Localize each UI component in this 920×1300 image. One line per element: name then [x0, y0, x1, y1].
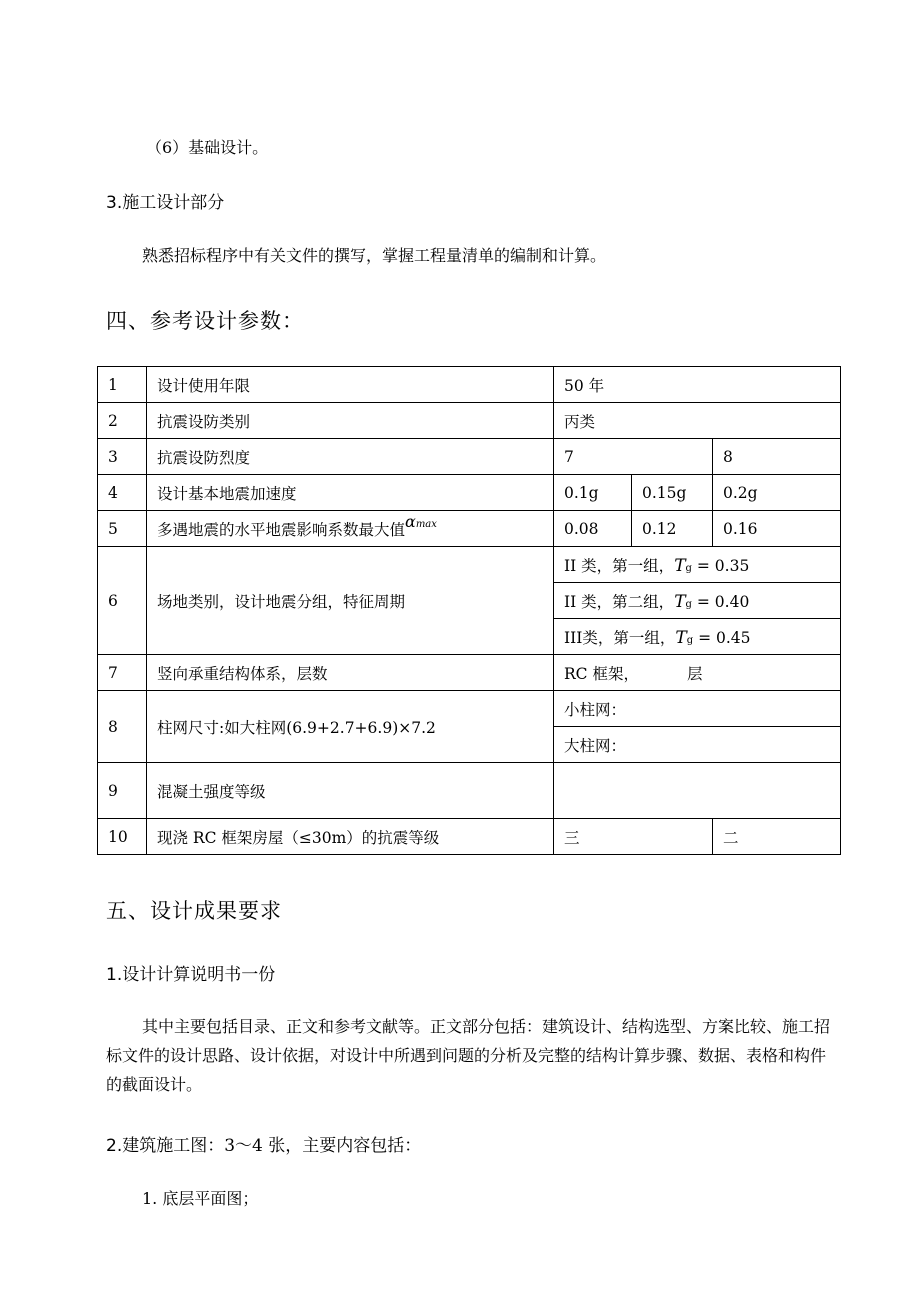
row-number: 8 [98, 691, 147, 763]
table-row [98, 475, 841, 511]
row-number: 10 [98, 819, 147, 855]
site-category-line: II 类，第二组，Tg = 0.40 [554, 583, 841, 619]
row-value: 二 [713, 819, 841, 855]
table-row [98, 691, 841, 727]
symbol-subscript: max [415, 518, 437, 530]
list-item-ground-floor-plan: 1. 底层平面图； [142, 1189, 259, 1208]
table-row [98, 439, 841, 475]
row-value: 8 [713, 439, 841, 475]
row-number: 6 [98, 547, 147, 655]
row-value: RC 框架， 层 [554, 655, 841, 691]
row-value: 50 年 [554, 367, 841, 403]
row-value: 0.08 [554, 511, 632, 547]
row-label: 抗震设防烈度 [147, 439, 554, 475]
alpha-symbol [405, 512, 437, 531]
subsection-2-heading: 2.建筑施工图：3～4 张，主要内容包括： [106, 1136, 422, 1156]
row-value: 0.16 [713, 511, 841, 547]
section-5-heading: 五、设计成果要求 [106, 899, 282, 923]
row-label: 现浇 RC 框架房屋（≤30m）的抗震等级 [147, 819, 554, 855]
row-label: 竖向承重结构体系，层数 [147, 655, 554, 691]
row-label-text: 多遇地震的水平地震影响系数最大值 [157, 520, 406, 539]
subsection-1-text: 其中主要包括目录、正文和参考文献等。正文部分包括：建筑设计、结构选型、方案比较、施工招标文件的设计思路、设计依据，对设计中所遇到问题的分析及完整的结构计算步骤、数据、表格和构件的截面设计。 [106, 1017, 831, 1094]
section-3-heading: 3.施工设计部分 [106, 193, 225, 213]
row-label: 混凝土强度等级 [147, 763, 554, 819]
row-number: 3 [98, 439, 147, 475]
row-label: 柱网尺寸:如大柱网(6.9+2.7+6.9)×7.2 [147, 691, 554, 763]
table-row [98, 403, 841, 439]
small-grid-cell: 小柱网： [554, 691, 841, 727]
row-number: 9 [98, 763, 147, 819]
row-number: 4 [98, 475, 147, 511]
site-category-line: II 类，第一组，Tg = 0.35 [554, 547, 841, 583]
row-number: 1 [98, 367, 147, 403]
table-row [98, 819, 841, 855]
row-number: 7 [98, 655, 147, 691]
row-label: 抗震设防类别 [147, 403, 554, 439]
row-value: 7 [554, 439, 713, 475]
row-value: 0.1g [554, 475, 632, 511]
table-row [98, 511, 841, 547]
row-value: 0.15g [632, 475, 713, 511]
table-row [98, 763, 841, 819]
large-grid-cell: 大柱网： [554, 727, 841, 763]
table-row [98, 367, 841, 403]
row-label: 设计基本地震加速度 [147, 475, 554, 511]
row-label: 场地类别，设计地震分组，特征周期 [147, 547, 554, 655]
section-3-text: 熟悉招标程序中有关文件的撰写，掌握工程量清单的编制和计算。 [142, 246, 607, 265]
table-row [98, 655, 841, 691]
site-category-line: III类，第一组，Tg = 0.45 [554, 619, 841, 655]
section-4-heading: 四、参考设计参数： [106, 309, 304, 333]
subsection-1-heading: 1.设计计算说明书一份 [106, 965, 276, 985]
row-number: 2 [98, 403, 147, 439]
row-number: 5 [98, 511, 147, 547]
row-value: 0.2g [713, 475, 841, 511]
design-parameters-table [97, 366, 841, 855]
symbol-text: α [405, 511, 416, 531]
table-row [98, 547, 841, 583]
row-label: 设计使用年限 [147, 367, 554, 403]
row-value: 0.12 [632, 511, 713, 547]
list-item-foundation: （6）基础设计。 [146, 138, 269, 157]
row-label [147, 511, 554, 547]
row-value: 三 [554, 819, 713, 855]
row-value: 丙类 [554, 403, 841, 439]
row-value [554, 763, 841, 819]
